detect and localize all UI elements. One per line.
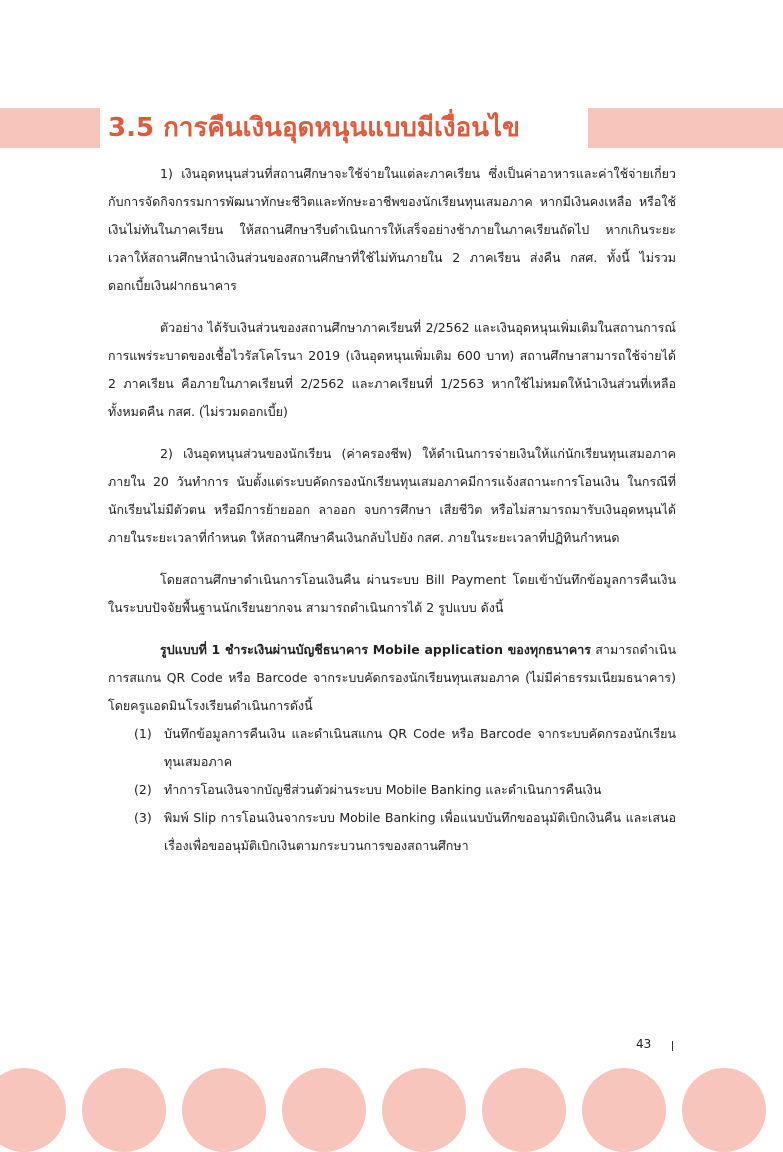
list-item	[108, 804, 676, 860]
model-1-paragraph	[108, 636, 676, 720]
footer-decoration-circle	[582, 1068, 666, 1152]
list-item-text: บันทึกข้อมูลการคืนเงิน และดำเนินสแกน QR Code หรือ Barcode จากระบบคัดกรองนักเรียนทุนเสมอภาค	[164, 726, 676, 769]
paragraph-example: ตัวอย่าง ได้รับเงินส่วนของสถานศึกษาภาคเรียนที่ 2/2562 และเงินอุดหนุนเพิ่มเติมในสถานการณ์การแพร่ระบาดของเชื้อไวรัสโคโรนา 2019 (เงินอุดหนุนเพิ่มเติม 600 บาท) สถานศึกษาสามารถใช้จ่ายได้ 2 ภาคเรียน คือภายในภาคเรียนที่ 2/2562 และภาคเรียนที่ 1/2563 หากใช้ไม่หมดให้นำเงินส่วนที่เหลือทั้งหมดคืน กสศ. (ไม่รวมดอกเบี้ย)	[108, 320, 676, 419]
footer-decoration-circle	[282, 1068, 366, 1152]
paragraph-1: 1) เงินอุดหนุนส่วนที่สถานศึกษาจะใช้จ่ายในแต่ละภาคเรียน ซึ่งเป็นค่าอาหารและค่าใช้จ่ายเกี่ยวกับการจัดกิจกรรมการพัฒนาทักษะชีวิตและทักษะอาชีพของนักเรียนทุนเสมอภาค หากมีเงินคงเหลือ หรือใช้เงินไม่ทันในภาคเรียน ให้สถานศึกษารีบดำเนินการให้เสร็จอย่างช้าภายในภาคเรียนถัดไป หากเกินระยะเวลาให้สถานศึกษานำเงินส่วนของสถานศึกษาที่ใช้ไม่ทันภายใน 2 ภาคเรียน ส่งคืน กสศ. ทั้งนี้ ไม่รวมดอกเบี้ยเงินฝากธนาคาร	[108, 166, 676, 293]
footer-decoration-circle	[382, 1068, 466, 1152]
header-band-left	[0, 108, 100, 148]
footer-decoration-circle	[682, 1068, 766, 1152]
paragraph-2: 2) เงินอุดหนุนส่วนของนักเรียน (ค่าครองชีพ) ให้ดำเนินการจ่ายเงินให้แก่นักเรียนทุนเสมอภาคภายใน 20 วันทำการ นับตั้งแต่ระบบคัดกรองนักเรียนทุนเสมอภาคมีการแจ้งสถานะการโอนเงิน ในกรณีที่นักเรียนไม่มีตัวตน หรือมีการย้ายออก ลาออก จบการศึกษา เสียชีวิต หรือไม่สามารถมารับเงินอุดหนุนได้ภายในระยะเวลาที่กำหนด ให้สถานศึกษาคืนเงินกลับไปยัง กสศ. ภายในระยะเวลาที่ปฏิทินกำหนด	[108, 446, 676, 545]
list-item	[108, 776, 676, 804]
footer-decoration-circle	[482, 1068, 566, 1152]
list-item-text: พิมพ์ Slip การโอนเงินจากระบบ Mobile Banking เพื่อแนบบันทึกขออนุมัติเบิกเงินคืน และเสนอเรื่องเพื่อขออนุมัติเบิกเงินตามกระบวนการของสถานศึกษา	[164, 810, 676, 853]
model-1-heading: รูปแบบที่ 1 ชำระเงินผ่านบัญชีธนาคาร Mobile application ของทุกธนาคาร	[160, 642, 591, 657]
paragraph-bill-payment: โดยสถานศึกษาดำเนินการโอนเงินคืน ผ่านระบบ Bill Payment โดยเข้าบันทึกข้อมูลการคืนเงินในระบบปัจจัยพื้นฐานนักเรียนยากจน สามารถดำเนินการได้ 2 รูปแบบ ดังนี้	[108, 572, 676, 615]
list-item-text: ทำการโอนเงินจากบัญชีส่วนตัวผ่านระบบ Mobile Banking และดำเนินการคืนเงิน	[164, 782, 602, 797]
model-1-text: สามารถดำเนินการสแกน QR Code หรือ Barcode จากระบบคัดกรองนักเรียนทุนเสมอภาค (ไม่มีค่าธรรมเนียมธนาคาร) โดยครูแอดมินโรงเรียนดำเนินการดังนี้	[108, 642, 676, 713]
section-title: 3.5 การคืนเงินอุดหนุนแบบมีเงื่อนไข	[108, 113, 520, 143]
document-body	[108, 160, 676, 860]
page-number: 43	[636, 1037, 652, 1051]
steps-list	[108, 720, 676, 860]
page-number-divider	[672, 1041, 673, 1051]
footer-decoration-circle	[182, 1068, 266, 1152]
header-band-right	[588, 108, 783, 148]
list-item-number: (3)	[134, 810, 152, 825]
list-item	[108, 720, 676, 776]
footer-decoration-circle	[82, 1068, 166, 1152]
list-item-number: (1)	[134, 726, 152, 741]
footer-decoration-circle	[0, 1068, 66, 1152]
list-item-number: (2)	[134, 782, 152, 797]
